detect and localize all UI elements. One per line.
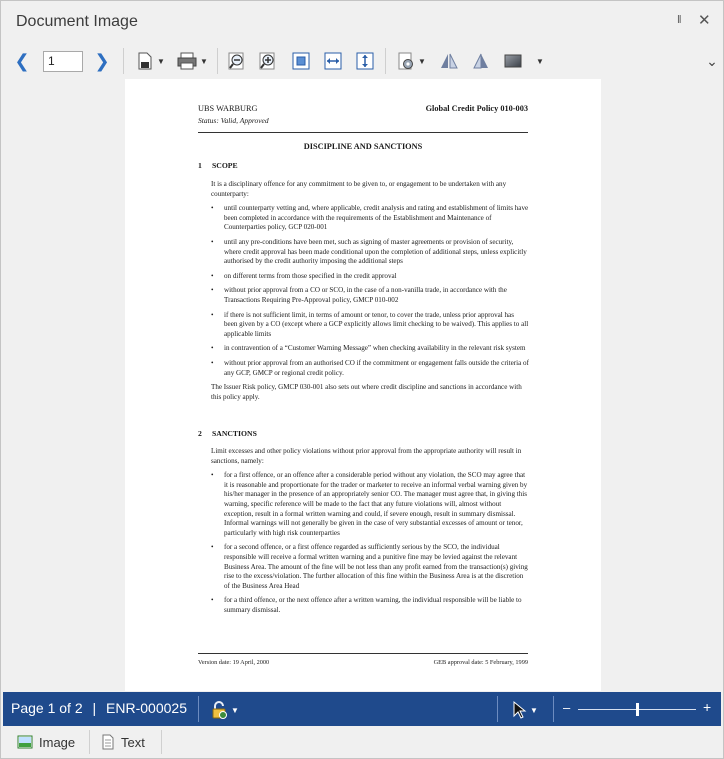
status-bar <box>3 692 721 726</box>
chevron-down-icon: ▼ <box>418 56 426 66</box>
tab-separator <box>161 730 162 754</box>
previous-page-button[interactable] <box>11 47 33 75</box>
section-body-sanctions <box>211 447 529 621</box>
status-separator <box>497 696 498 722</box>
status-divider: | <box>92 700 97 716</box>
flip-vertical-icon <box>470 51 492 71</box>
chevron-down-icon: ▼ <box>200 56 208 66</box>
chevron-left-icon: ❮ <box>14 50 30 71</box>
header-policy-id: Global Credit Policy 010-003 <box>425 104 528 113</box>
footer-version-date: Version date: 19 April, 2000 <box>198 659 270 666</box>
paragraph: It is a disciplinary offence for any commitment to be given to, or engagement to be undertaken with any counterparty: <box>211 180 507 198</box>
zoom-slider-thumb[interactable] <box>636 703 639 716</box>
paragraph: The Issuer Risk policy, GMCP 030-001 also sets out where credit discipline and sanctions in accordance with this policy apply. <box>211 383 522 401</box>
tab-text-label: Text <box>121 734 145 750</box>
lock-button[interactable] <box>209 699 239 721</box>
chevron-down-icon: ▼ <box>536 56 544 66</box>
window-title: Document Image <box>16 13 138 30</box>
fit-page-icon <box>291 51 311 71</box>
zoom-in-icon <box>258 51 278 71</box>
tab-image[interactable] <box>17 730 75 754</box>
header-company: UBS WARBURG <box>198 104 258 113</box>
cursor-icon <box>511 700 527 720</box>
zoom-out-icon <box>227 51 247 71</box>
fit-width-button[interactable] <box>321 47 345 75</box>
more-tools-button[interactable] <box>531 47 547 75</box>
image-icon <box>17 735 33 749</box>
header-rule <box>198 132 528 133</box>
document-title: DISCIPLINE AND SANCTIONS <box>303 142 423 151</box>
fit-height-button[interactable] <box>353 47 377 75</box>
settings-button[interactable] <box>393 47 429 75</box>
list-item: • for a third offence, or the next offence after a written warning, the individual responsible will be liable to summary dismissal. <box>211 596 529 615</box>
status-separator <box>553 696 554 722</box>
footer-rule <box>198 653 528 654</box>
invert-button[interactable] <box>501 47 525 75</box>
list-item: • if there is not sufficient limit, in terms of amount or tenor, to cover the trade, unless prior approval has been given by a CO (except where a GCP explicitly allows limit checking to be waived). This applies to all applicable limits <box>211 311 529 340</box>
title-bar <box>1 1 723 43</box>
zoom-in-button[interactable] <box>256 47 280 75</box>
zoom-in-icon[interactable]: + <box>703 699 712 715</box>
save-icon <box>135 51 155 71</box>
print-button[interactable] <box>173 47 211 75</box>
tab-image-label: Image <box>39 734 76 750</box>
flip-horizontal-button[interactable] <box>437 47 461 75</box>
flip-vertical-button[interactable] <box>469 47 493 75</box>
chevron-right-icon: ❯ <box>94 50 110 71</box>
chevron-down-icon: ▼ <box>530 705 538 715</box>
section-title: SANCTIONS <box>212 429 257 438</box>
zoom-out-icon[interactable]: – <box>563 700 571 715</box>
section-title: SCOPE <box>212 161 238 170</box>
page-info: Page 1 of 2 <box>11 700 83 716</box>
section-heading-sanctions <box>198 429 257 438</box>
text-document-icon <box>101 734 115 750</box>
toolbar-separator <box>123 48 124 74</box>
header-status: Status: Valid, Approved <box>198 116 269 125</box>
pin-icon[interactable]: ‖ <box>677 14 682 26</box>
fit-page-button[interactable] <box>289 47 313 75</box>
list-item: • in contravention of a “Customer Warning Message” when checking availability in the relevant risk system <box>211 344 529 354</box>
footer-approval-date: GEB approval date: 5 February, 1999 <box>433 659 528 666</box>
save-button[interactable] <box>133 47 167 75</box>
section-heading-scope <box>198 161 238 170</box>
list-item: • until any pre-conditions have been met, such as signing of master agreements or provision of security, where credit approval has been made conditional upon the completion of additional steps, unless explicitly authorised by the credit authority imposing the additional steps <box>211 238 529 267</box>
document-viewer[interactable] <box>3 79 721 691</box>
chevron-down-icon: ▼ <box>231 705 239 715</box>
invert-icon <box>503 51 523 71</box>
section-number: 1 <box>198 161 202 170</box>
toolbar-separator <box>217 48 218 74</box>
page-number-input[interactable]: 1 <box>43 51 83 72</box>
toolbar <box>1 45 723 77</box>
status-info <box>11 700 187 716</box>
tab-separator <box>89 730 90 754</box>
bullet-list <box>211 471 529 615</box>
status-separator <box>198 696 199 722</box>
list-item: • without prior approval from an authorised CO if the commitment or engagement falls outside the criteria of any GCP, GMCP or regional credit policy. <box>211 359 529 378</box>
settings-icon <box>396 51 416 71</box>
close-icon[interactable]: ✕ <box>698 12 711 29</box>
fit-height-icon <box>355 51 375 71</box>
toolbar-overflow-button[interactable] <box>703 47 721 75</box>
section-number: 2 <box>198 429 202 438</box>
fit-width-icon <box>323 51 343 71</box>
pointer-tool-button[interactable] <box>511 699 538 721</box>
list-item: • without prior approval from a CO or SCO, in the case of a non-vanilla trade, in accordance with the Transactions Requiring Pre-Approval policy, GMCP 010-002 <box>211 286 529 305</box>
lock-icon <box>209 700 229 720</box>
list-item: • on different terms from those specified in the credit approval <box>211 272 529 282</box>
paragraph: Limit excesses and other policy violations without prior approval from the appropriate authority will result in sanctions, namely: <box>211 447 522 465</box>
list-item: • until counterparty vetting and, where applicable, credit analysis and rating and establishment of limits have been completed in accordance with the requirements of the Establishment and Maintenance of Counterparties policy, GCP 020-001 <box>211 204 529 233</box>
chevron-down-icon: ▼ <box>157 56 165 66</box>
section-body-scope <box>211 180 529 407</box>
flip-horizontal-icon <box>438 51 460 71</box>
next-page-button[interactable] <box>91 47 113 75</box>
chevron-down-icon: ⌄ <box>706 52 718 69</box>
document-id: ENR-000025 <box>106 700 187 716</box>
list-item: • for a second offence, or a first offence regarded as sufficiently serious by the SCO, the individual responsible will receive a formal written warning and a punitive fine may be levied against the relevant Business Area. The amount of the fine will be not less than any profit earned from the transaction(s) giving rise to the excess/violation. The further allocation of this fine within the Business Area is at the discretion of the Business Area Head <box>211 543 529 591</box>
toolbar-separator <box>385 48 386 74</box>
bullet-list <box>211 204 529 378</box>
zoom-out-button[interactable] <box>225 47 249 75</box>
list-item: • for a first offence, or an offence after a considerable period without any violation, the SCO may agree that it is reasonable and proportionate for the trader or marketer to receive an informal verbal warning given by his/her manager in the presence of an appropriately senior CO. The manager must agree that, in giving this warning, specific reference will be made to the fact that any future violations will, almost without exception, result in a formal written warning and could, if severe enough, result in summary dismissal. Informal warnings will not generally be given in the case of very substantial excesses of amount or tenor, particularly with high risk counterparties <box>211 471 529 538</box>
tab-text[interactable] <box>101 730 145 754</box>
printer-icon <box>176 51 198 71</box>
document-page <box>125 79 601 691</box>
view-tab-bar <box>3 727 721 757</box>
